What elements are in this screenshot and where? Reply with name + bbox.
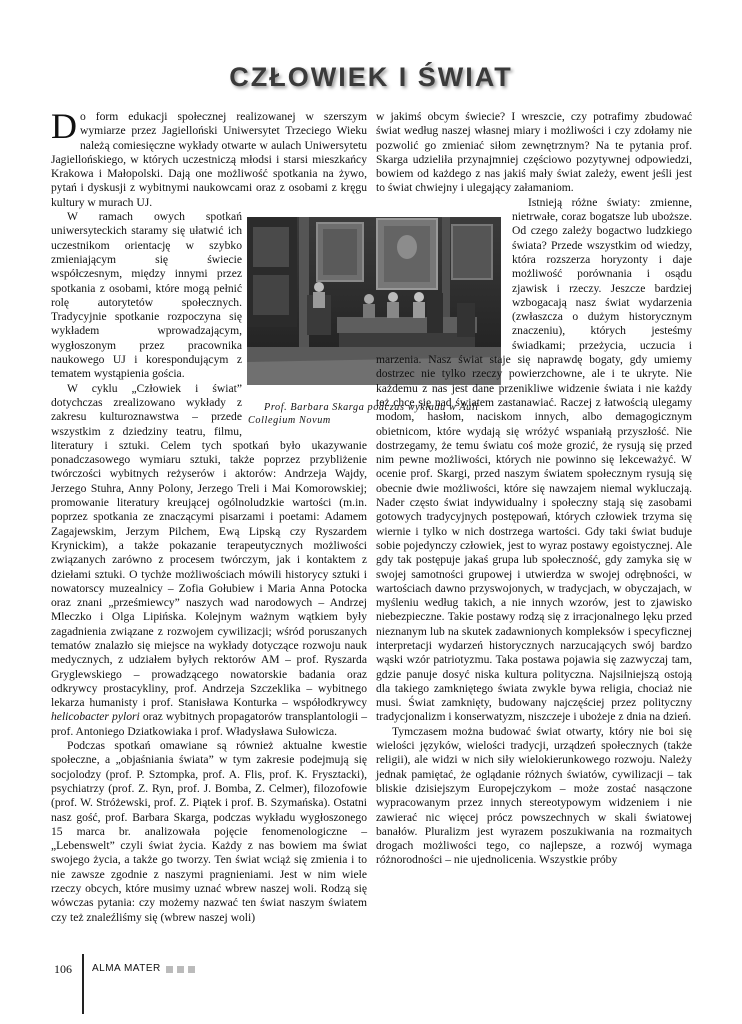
photo-caption: Prof. Barbara Skarga podczas wykładu w Auli Collegium Novum [248,402,479,426]
photo-space-right [376,196,506,340]
paragraph-meetings: Prof. Barbara Skarga podczas wykładu w Auli Collegium Novum W ramach owych spotkań uniwersyteckich staramy się ułatwić ich uczestnikom orientację w szybko zmieniającym się świecie współczesnym, między innymi przez spotkania z osobami, które mogą pełnić rolę autorytetów społecznych. Tradycyjnie spotkanie rozpoczyna się wykładem wprowadzającym, wygłoszonym przez pracownika naukowego UJ i korespondującym z tematem wystąpienia gościa. [51,210,367,382]
footer-square-icon [166,966,173,973]
paragraph-questions: w jakimś obcym świecie? I wreszcie, czy potrafimy zbudować świat według naszej własnej miary i możliwości i czy zdołamy nie pozwolić go zmieniać siłom zewnętrznym? Na te pytania prof. Skarga udzieliła przynajmniej częściowo pozytywnej odpowiedzi, bowiem od każdego z nas jakiś mały świat zależy, ewent jeśli jest to świat chwiejny i ulegający załamaniom. [376,110,692,195]
paragraph-open-world: Tymczasem można budować świat otwarty, który nie boi się wielości języków, wielości tradycji, urządzeń społecznych (także religii), ale widzi w nich siły wielokierunkowego rozwoju. Należy jednak pamiętać, że oglądanie różnych światów, cywilizacji – tak bliskie dzisiejszym Europejczykom – może zostać nasączone wypracowanym przez innych stereotypowym widzeniem i nie zawierać nic więcej prócz powszechnych w skali światowej banałów. Pluralizm jest wyrazem poszukiwania na rozmaitych drogach możliwości tego, co najlepsze, a rozwój wymaga różnorodności – nie ujednolicenia. Wszystkie próby [376,724,692,867]
left-column [51,106,479,925]
article-title: CZŁOWIEK I ŚWIAT [229,62,513,92]
drop-cap: D [51,106,77,146]
right-column [376,110,692,868]
paragraph-cycle: W cyklu „Człowiek i świat” dotychczas zrealizowano wykłady z zakresu kulturoznawstwa – przede wszystkim z dziedziny teatru, filmu, literatury i sztuki. Celem tych spotkań było ukazywanie ponadczasowego wymiaru sztuki, także poprzez przybliżenie twórczości wybitnych reżyserów i aktorów: Andrzeja Wajdy, Jerzego Stuhra, Anny Polony, Jerzego Treli i Mai Komorowskiej; promowanie literatury kreującej ogólnoludzkie wartości (m.in. poprzez spotkania ze znaczącymi pisarzami i poetami: Adamem Zagajewskim, Jerzym Pilchem, Ewą Lipską czy Ryszardem Krynickim), a także pokazanie terapeutycznych możliwości związanych zarówno z procesem twórczym, jak i kontaktem z dziełami sztuki. O tychże możliwościach mówili historycy sztuki i nowatorscy muzealnicy – Zofia Gołubiew i Maria Anna Potocka oraz znani „prześmiewcy” naszych wad narodowych – Andrzej Mleczko i Olga Lipińska. Kolejnym ważnym wątkiem były zagadnienia związane z rozwojem cywilizacji; wśród poruszanych tematów znalazło się miejsce na wykłady dotyczące rozwoju nauk medycznych, z udziałem byłych rektorów AM – prof. Ryszarda Gryglewskiego – prowadzącego nowatorskie badania oraz odkrywcy prostacykliny, prof. Andrzeja Szczeklika – wybitnego lekarza humanisty i prof. Stanisława Konturka – współodkrywcy helicobacter pylori oraz wybitnych propagatorów transplantologii – prof. Antoniego Dziatkowiaka i prof. Władysława Sułowicza. [51,381,368,738]
footer-square-icon [177,966,184,973]
footer-square-icon [188,966,195,973]
magazine-name: ALMA MATER [92,963,161,974]
paragraph-worlds: Istnieją różne światy: zmienne, nietrwałe, coraz bogatsze lub uboższe. Od czego zależy bogactwo ludzkiego świata? Przede wszystkim od wiedzy, która rozszerza horyzonty i daje możliwość porównania i osądu zjawisk i rzeczy. Jeszcze bardziej wzbogacają nasz świat wydarzenia (zwłaszcza o dużym historycznym znaczeniu), których jesteśmy świadkami; przeżycia, uczucia i marzenia. Nasz świat staje się naprawdę bogaty, gdy umiemy dostrzec nie tylko rzeczy powierzchowne, ale i te ukryte. Nie każdemu z nas jest dane przenikliwe widzenie świata i nie każdy też chce się nad światem zastanawiać. Raczej z łatwością ulegamy modom, hasłom, naciskom innych, albo demagogicznym obietnicom, które wydają się wróżyć wspaniałą przyszłość. Nie dostrzegamy, że temu światu coś może grozić, że rysują się przed nim pewne możliwości, których nie powinno się lekceważyć. W ocenie prof. Skargi, przed naszym światem społecznym rysują się obecnie dwie możliwości, które się nawzajem niemal wykluczają. Nader często świat indywidualny i społeczny stają się zasobami gotowych tradycyjnych postępowań, których człowiek trzyma się wiernie i tylko w nich dostrzega wartości. Gdy taki świat buduje sobie pojedynczy człowiek, jest to wyraz postawy egoistycznej. Ale gdy tak postępuje jakaś grupa lub społeczność, gdy zamyka się w swojej samotności grupowej i utwierdza w swojej odrębności, w wartościach dawno przyswojonych, w tradycjach, w obyczajach, w myśleniu według takich, a nie innych wzorów, jest to zjawisko niebezpieczne. Takie postawy rodzą się z irracjonalnego lęku przed nieznanym lub na skutek zadawnionych kompleksów i specyficznej interpretacji wydarzeń historycznych narzucających swój bardzo wąski wzór patriotyzmu. Taka postawa pojawia się zazwyczaj tam, gdzie panuje dosyć niska kultura polityczna. Najsilniejszą ostoją dla takiego zamkniętego świata zwykle bywa religia, chociaż nie musi. Świat zamknięty, budowany najczęściej przez polityczny tradycjonalizm i konserwatyzm, niszczeje i ubożeje z dnia na dzień. [376,195,692,724]
footer-divider [82,954,84,1014]
paragraph-topics: Podczas spotkań omawiane są również aktualne kwestie społeczne, a „objaśniania świata” w tym zakresie podejmują się socjolodzy (prof. P. Sztompka, prof. A. Flis, prof. K. Frysztacki), psychiatrzy (prof. Z. Ryn, prof. J. Bomba, Z. Celmer), filozofowie (prof. W. Stróżewski, prof. Z. Piątek i prof. B. Szymańska). Ostatni nasz gość, prof. Barbara Skarga, podczas wykładu wygłoszonego 15 marca br. analizowała pojęcie fenomenologiczne – „Lebenswelt” czyli świat życia. Każdy z nas bowiem ma świat swojego życia, a także go tworzy. Ten świat wciąż się zmienia i to nie zawsze zgodnie z naszymi pragnieniami. Jest w nim wiele rzeczy obcych, które musimy uznać wbrew naszej woli. Rodzą się wówczas pytania: czy możemy nazwać ten świat naszym światem czy też znaleźliśmy się (wbrew naszej woli) [51,739,367,924]
italic-term: helicobacter pylori [51,710,140,724]
paragraph-intro: Do form edukacji społecznej realizowanej w szerszym wymiarze przez Jagielloński Uniwersytet Trzeciego Wieku należą comiesięczne wykłady otwarte w aulach Uniwersytetu Jagiellońskiego, w których uczestniczą młodsi i starsi mieszkańcy Krakowa i Małopolski. Dają one możliwość spotkania na żywo, pytań i dyskusji z wybitnymi naukowcami oraz z osobami z kręgu kultury w murach UJ. [51,106,367,209]
page-number: 106 [54,962,72,976]
